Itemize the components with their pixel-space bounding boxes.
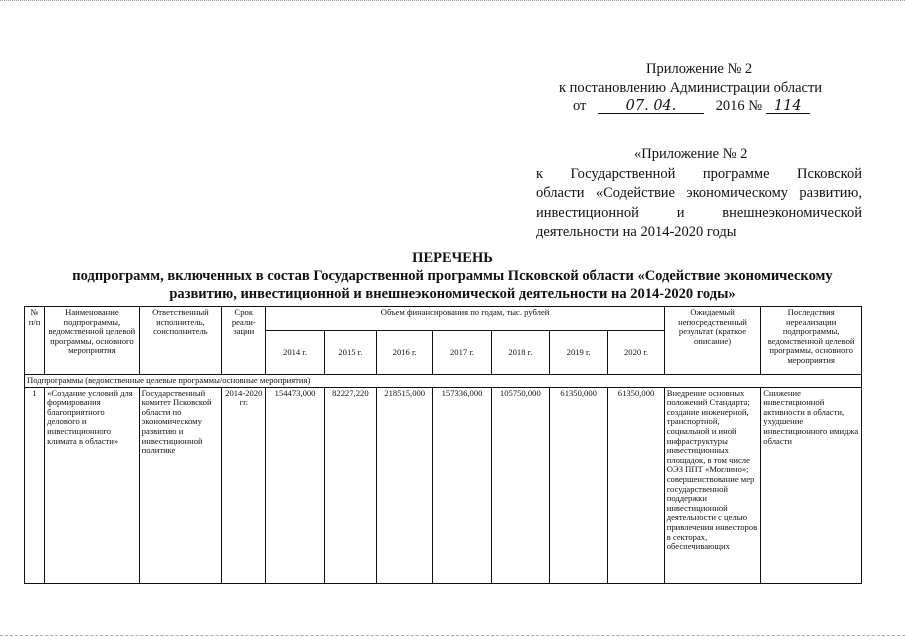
header-funding: Объем финансирования по годам, тыс. рублей — [266, 307, 664, 331]
date-prefix: от — [573, 98, 587, 114]
header-executor: Ответственный исполнитель, соисполнитель — [139, 307, 221, 375]
document-title: ПЕРЕЧЕНЬ — [412, 250, 493, 266]
handwritten-date: 07. 04. — [598, 99, 704, 114]
document-subtitle-line-1: подпрограмм, включенных в состав Государственной программы Псковской области «Содействие экономическому — [72, 268, 833, 284]
header-year: 2019 г. — [550, 331, 608, 375]
row-value-2016: 218515,000 — [377, 387, 433, 583]
row-term: 2014-2020 гг. — [222, 387, 266, 583]
annex-block-line: «Приложение № 2 — [634, 146, 748, 162]
header-num: № п/п — [25, 307, 45, 375]
header-name: Наименование подпрограммы, ведомственной целевой программы, основного мероприятия — [45, 307, 140, 375]
subprograms-table — [24, 306, 862, 584]
resolution-year: 2016 № — [715, 98, 763, 114]
header-consequences: Последствия нереализации подпрограммы, ведомственной целевой программы, основного мероприятия — [761, 307, 862, 375]
scan-bottom-edge — [0, 635, 905, 638]
annex-label: Приложение № 2 — [646, 61, 753, 77]
header-year: 2015 г. — [324, 331, 376, 375]
row-value-2015: 82227,220 — [324, 387, 376, 583]
annex-block-line: инвестиционной и внешнеэкономической — [536, 204, 862, 221]
table-row — [25, 387, 862, 583]
row-value-2018: 105750,000 — [491, 387, 549, 583]
row-name: «Создание условий для формирования благоприятного делового и инвестиционного климата в области» — [45, 387, 140, 583]
row-value-2017: 157336,000 — [433, 387, 491, 583]
annex-block — [536, 145, 862, 243]
header-year: 2020 г. — [608, 331, 664, 375]
scan-top-edge — [0, 0, 905, 3]
row-result: Внедрение основных положений Стандарта; создание инженерной, транспортной, социальной и иной инфраструктуры инвестиционных площадок, в том числе ОЭЗ ППТ «Моглино»; совершенствование мер государственной поддержки инвестиционной деятельности с целью привлечения инвесторов в секторах, обеспечивающих — [664, 387, 761, 583]
header-year: 2014 г. — [266, 331, 324, 375]
row-value-2020: 61350,000 — [608, 387, 664, 583]
section-label: Подпрограммы (ведомственные целевые программы/основные мероприятия) — [25, 375, 862, 388]
annex-block-line: деятельности на 2014-2020 годы — [536, 224, 737, 240]
resolution-date-line — [573, 98, 810, 115]
document-subtitle-line-2: развитию, инвестиционной и внешнеэкономической деятельности на 2014-2020 годы» — [169, 286, 736, 302]
section-row — [25, 375, 862, 388]
row-executor: Государственный комитет Псковской области по экономическому развитию и инвестиционной политике — [139, 387, 221, 583]
handwritten-number: 114 — [766, 99, 810, 114]
row-value-2014: 154473,000 — [266, 387, 324, 583]
row-consequences: Снижение инвестиционной активности в области, ухудшение инвестиционного имиджа области — [761, 387, 862, 583]
header-year: 2018 г. — [491, 331, 549, 375]
header-term: Срок реали-зации — [222, 307, 266, 375]
header-year: 2016 г. — [377, 331, 433, 375]
annex-block-line: к Государственной программе Псковской — [536, 165, 862, 182]
annex-block-line: области «Содействие экономическому развитию, — [536, 185, 862, 201]
header-year: 2017 г. — [433, 331, 491, 375]
row-value-2019: 61350,000 — [550, 387, 608, 583]
resolution-reference: к постановлению Администрации области — [559, 80, 823, 96]
row-num: 1 — [25, 387, 45, 583]
header-result: Ожидаемый непосредственный результат (краткое описание) — [664, 307, 761, 375]
